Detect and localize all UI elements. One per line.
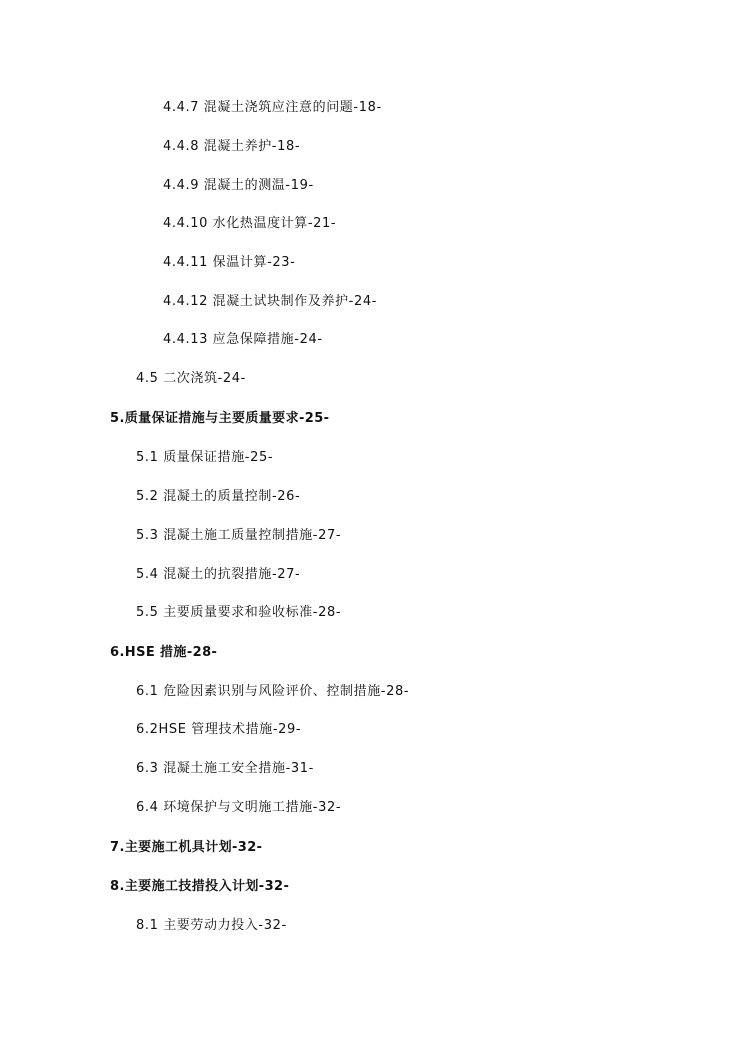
toc-entry-6-3[interactable]: 6.3 混凝土施工安全措施-31- <box>136 761 314 776</box>
toc-entry-5[interactable]: 5.质量保证措施与主要质量要求-25- <box>110 411 330 426</box>
toc-entry-4-4-11[interactable]: 4.4.11 保温计算-23- <box>163 255 296 270</box>
toc-entry-8[interactable]: 8.主要施工技措投入计划-32- <box>110 879 290 894</box>
toc-entry-7[interactable]: 7.主要施工机具计划-32- <box>110 840 263 855</box>
toc-entry-8-1[interactable]: 8.1 主要劳动力投入-32- <box>136 918 287 933</box>
toc-entry-5-2[interactable]: 5.2 混凝土的质量控制-26- <box>136 489 301 504</box>
toc-entry-6-4[interactable]: 6.4 环境保护与文明施工措施-32- <box>136 800 342 815</box>
toc-entry-4-5[interactable]: 4.5 二次浇筑-24- <box>136 371 246 386</box>
toc-entry-4-4-12[interactable]: 4.4.12 混凝土试块制作及养护-24- <box>163 294 378 309</box>
toc-entry-6-1[interactable]: 6.1 危险因素识别与风险评价、控制措施-28- <box>136 684 410 699</box>
toc-entry-4-4-9[interactable]: 4.4.9 混凝土的测温-19- <box>163 178 314 193</box>
toc-entry-5-5[interactable]: 5.5 主要质量要求和验收标准-28- <box>136 605 342 620</box>
toc-entry-4-4-10[interactable]: 4.4.10 水化热温度计算-21- <box>163 216 337 231</box>
toc-entry-6-2[interactable]: 6.2HSE 管理技术措施-29- <box>136 722 302 737</box>
toc-entry-5-4[interactable]: 5.4 混凝土的抗裂措施-27- <box>136 567 301 582</box>
toc-entry-5-1[interactable]: 5.1 质量保证措施-25- <box>136 450 274 465</box>
toc-entry-4-4-7[interactable]: 4.4.7 混凝土浇筑应注意的问题-18- <box>163 100 382 115</box>
toc-entry-5-3[interactable]: 5.3 混凝土施工质量控制措施-27- <box>136 528 342 543</box>
toc-entry-6[interactable]: 6.HSE 措施-28- <box>110 645 218 660</box>
toc-entry-4-4-13[interactable]: 4.4.13 应急保障措施-24- <box>163 332 323 347</box>
toc-entry-4-4-8[interactable]: 4.4.8 混凝土养护-18- <box>163 139 301 154</box>
